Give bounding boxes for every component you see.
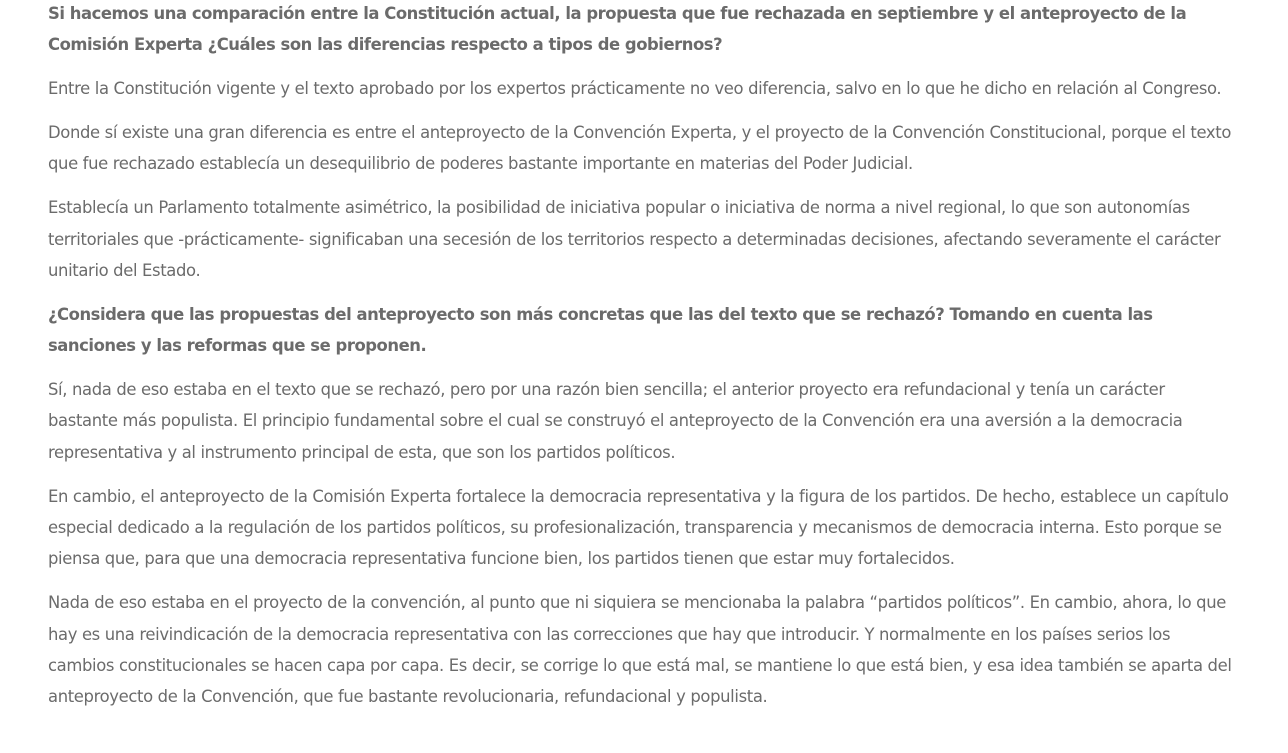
- interview-answer: Donde sí existe una gran diferencia es entre el anteproyecto de la Convención Experta, y el proyecto de la Convención Constitucional, porque el texto que fue rechazado establecía un desequilibrio de poderes bastante importante en materias del Poder Judicial.: [48, 123, 1232, 174]
- interview-answer: En cambio, el anteproyecto de la Comisión Experta fortalece la democracia representativa y la figura de los partidos. De hecho, establece un capítulo especial dedicado a la regulación de los partidos políticos, su profesionalización, transparencia y mecanismos de democracia interna. Esto porque se piensa que, para que una democracia representativa funcione bien, los partidos tienen que estar muy fortalecidos.: [48, 486, 1229, 569]
- interview-question: ¿Considera que las propuestas del anteproyecto son más concretas que las del texto que se rechazó? Tomando en cuenta las sanciones y las reformas que se proponen.: [48, 304, 1153, 356]
- article-body: [48, 0, 1238, 725]
- interview-answer: Nada de eso estaba en el proyecto de la convención, al punto que ni siquiera se mencionaba la palabra “partidos políticos”. En cambio, ahora, lo que hay es una reivindicación de la democracia representativa con las correcciones que hay que introducir. Y normalmente en los países serios los cambios constitucionales se hacen capa por capa. Es decir, se corrige lo que está mal, se mantiene lo que está bien, y esa idea también se aparta del anteproyecto de la Convención, que fue bastante revolucionaria, refundacional y populista.: [48, 593, 1232, 707]
- interview-answer: Entre la Constitución vigente y el texto aprobado por los expertos prácticamente no veo diferencia, salvo en lo que he dicho en relación al Congreso.: [48, 79, 1222, 99]
- interview-question: Si hacemos una comparación entre la Constitución actual, la propuesta que fue rechazada en septiembre y el anteproyecto de la Comisión Experta ¿Cuáles son las diferencias respecto a tipos de gobiernos?: [48, 4, 1187, 55]
- interview-answer: Establecía un Parlamento totalmente asimétrico, la posibilidad de iniciativa popular o iniciativa de norma a nivel regional, lo que son autonomías territoriales que -prácticamente- significaban una secesión de los territorios respecto a determinadas decisiones, afectando severamente el carácter unitario del Estado.: [48, 198, 1221, 281]
- interview-answer: Sí, nada de eso estaba en el texto que se rechazó, pero por una razón bien sencilla; el anterior proyecto era refundacional y tenía un carácter bastante más populista. El principio fundamental sobre el cual se construyó el anteproyecto de la Convención era una aversión a la democracia representativa y al instrumento principal de esta, que son los partidos políticos.: [48, 380, 1183, 462]
